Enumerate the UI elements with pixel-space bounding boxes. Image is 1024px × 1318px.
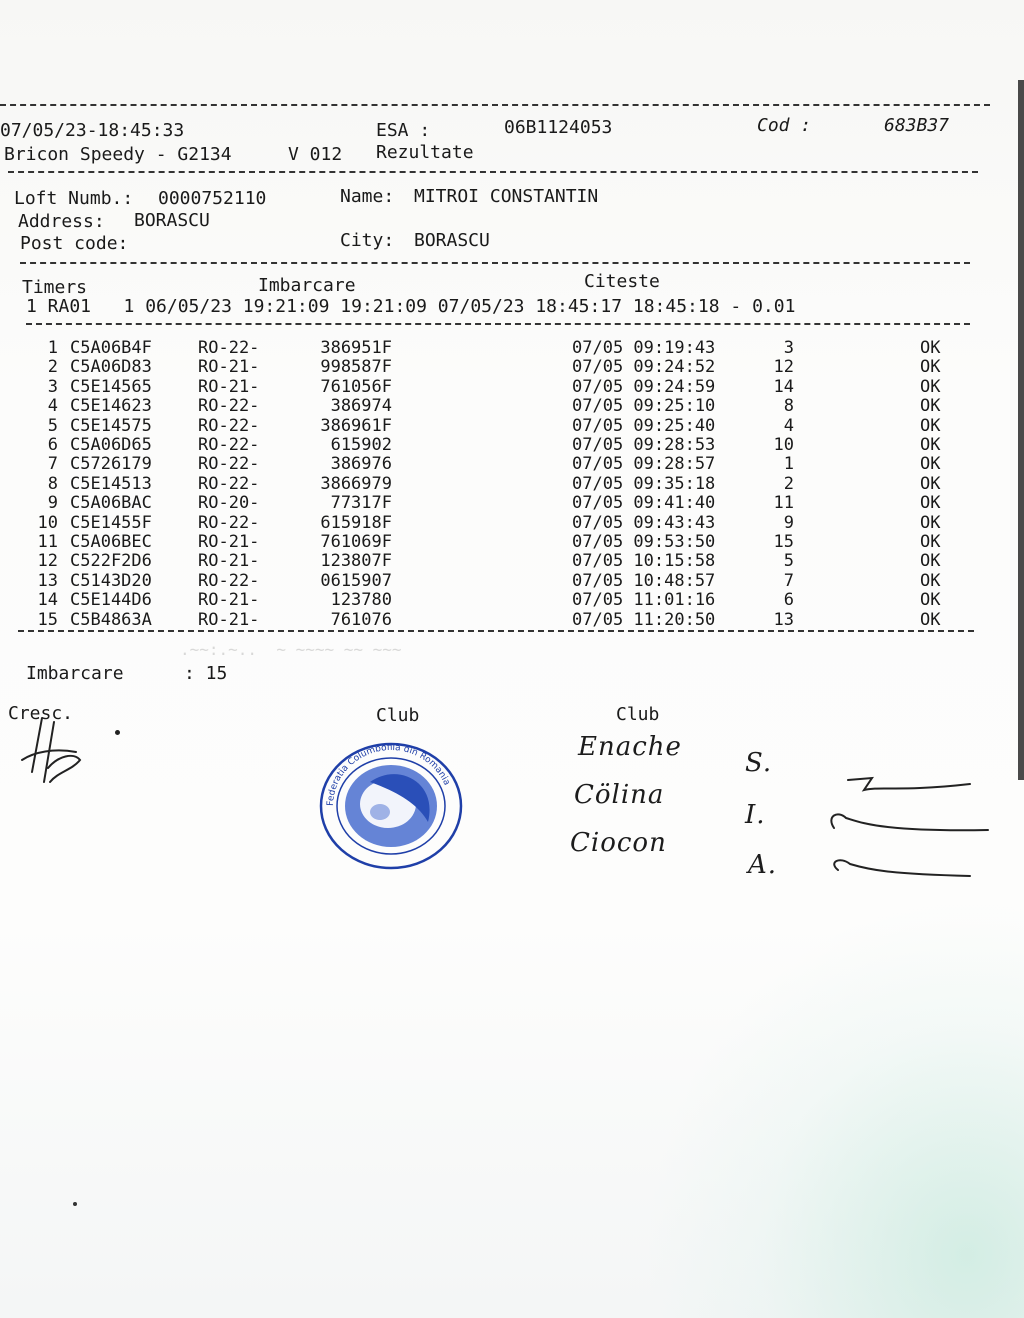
cell-chip: C5E1455F: [70, 512, 152, 533]
signature-name-1: Enache: [578, 732, 682, 762]
table-row: [0, 376, 1024, 399]
cell-series: RO-22-: [198, 396, 260, 417]
cell-time: 07/05 09:19:43: [572, 338, 716, 358]
cell-time: 07/05 10:15:58: [572, 551, 716, 572]
cell-chip: C5E14513: [70, 473, 152, 494]
cell-series: RO-20-: [198, 493, 260, 514]
cell-place: 10: [773, 435, 794, 455]
signature-initial-3: A.: [748, 850, 778, 880]
cell-ring: 386974: [330, 396, 392, 417]
city-label: City:: [340, 230, 395, 251]
cell-n: 15: [37, 609, 58, 630]
cell-n: 1: [47, 338, 58, 358]
table-row: [0, 512, 1024, 535]
signature-name-2: Cölina: [574, 780, 665, 810]
cell-place: 6: [783, 590, 794, 611]
cell-place: 7: [783, 570, 794, 591]
cell-time: 07/05 09:25:10: [572, 396, 716, 417]
cell-ring: 123780: [330, 590, 392, 611]
imbarcare-header: Imbarcare: [258, 275, 356, 296]
cell-time: 07/05 09:35:18: [572, 473, 716, 494]
loft-number-value: 0000752110: [158, 188, 267, 209]
cell-chip: C5A06D83: [70, 357, 152, 378]
cell-series: RO-22-: [198, 473, 260, 494]
loft-number-label: Loft Numb.:: [14, 188, 134, 209]
cell-series: RO-21-: [198, 357, 260, 378]
cell-status: OK: [920, 532, 941, 552]
cell-n: 5: [47, 415, 58, 436]
club-label-2: Club: [616, 704, 660, 725]
cell-series: RO-21-: [198, 609, 260, 630]
cell-status: OK: [920, 512, 941, 533]
cell-status: OK: [920, 454, 941, 475]
svg-text:Federatia Columbofila din Roma: Federatia Columbofila din Romania: [325, 742, 452, 807]
cell-place: 8: [783, 396, 794, 417]
cell-chip: C5A06BAC: [70, 493, 152, 514]
cell-n: 8: [47, 473, 58, 494]
table-row: [0, 359, 1024, 379]
cell-n: 6: [47, 435, 58, 455]
ink-dot: [115, 730, 120, 735]
name-label: Name:: [340, 186, 395, 207]
cell-n: 3: [47, 376, 58, 397]
cell-status: OK: [920, 609, 941, 630]
imbarcare-footer-label: Imbarcare: [26, 663, 124, 684]
cell-chip: C5E144D6: [70, 590, 152, 611]
table-row: [0, 592, 1024, 612]
esa-label: ESA :: [376, 120, 431, 141]
cell-place: 11: [773, 493, 794, 514]
cell-series: RO-21-: [198, 376, 260, 397]
cell-series: RO-22-: [198, 570, 260, 591]
postcode-label: Post code:: [20, 233, 129, 254]
cell-series: RO-21-: [198, 551, 260, 572]
cell-time: 07/05 10:48:57: [572, 570, 716, 591]
divider-header: [8, 171, 978, 173]
cell-place: 14: [773, 376, 794, 397]
cell-ring: 615902: [330, 435, 392, 455]
cell-status: OK: [920, 376, 941, 397]
cell-chip: C5A06BEC: [70, 532, 152, 552]
cell-series: RO-22-: [198, 338, 260, 358]
city-value: BORASCU: [414, 230, 490, 251]
cell-place: 15: [773, 532, 794, 552]
cell-series: RO-22-: [198, 415, 260, 436]
cell-place: 5: [783, 551, 794, 572]
cell-n: 9: [47, 493, 58, 514]
cell-time: 07/05 09:28:57: [572, 454, 716, 475]
breeder-signature: [14, 712, 94, 792]
cell-place: 2: [783, 473, 794, 494]
cell-ring: 386961F: [320, 415, 392, 436]
divider-timers: [26, 323, 970, 325]
cell-time: 07/05 09:24:59: [572, 376, 716, 397]
cell-chip: C5E14575: [70, 415, 152, 436]
table-row: [0, 340, 1024, 360]
cell-chip: C5A06D65: [70, 435, 152, 455]
esa-value: 06B1124053: [504, 117, 613, 138]
table-row: [0, 473, 1024, 496]
cell-ring: 998587F: [320, 357, 392, 378]
citeste-header: Citeste: [584, 271, 660, 292]
cell-n: 14: [37, 590, 58, 611]
divider-loft: [20, 262, 970, 264]
cell-time: 07/05 11:01:16: [572, 590, 716, 611]
cod-value: 683B37: [884, 115, 950, 136]
device-version: V 012: [288, 144, 343, 165]
cell-chip: C5143D20: [70, 570, 152, 591]
name-value: MITROI CONSTANTIN: [414, 186, 599, 207]
cell-n: 11: [37, 532, 58, 552]
cell-place: 13: [773, 609, 794, 630]
ghost-print: .~~:.~.. ~ ~~~~ ~~ ~~~: [180, 640, 402, 659]
cell-n: 10: [37, 512, 58, 533]
cell-place: 12: [773, 357, 794, 378]
table-row: [0, 570, 1024, 593]
paper-tint: [644, 898, 1024, 1318]
cell-time: 07/05 09:41:40: [572, 493, 716, 514]
table-row: [0, 437, 1024, 457]
imbarcare-footer-value: : 15: [184, 663, 228, 684]
table-row: [0, 456, 1024, 476]
cell-ring: 386976: [330, 454, 392, 475]
table-row: [0, 398, 1024, 418]
cell-series: RO-21-: [198, 532, 260, 552]
cell-chip: C5B4863A: [70, 609, 152, 630]
address-label: Address:: [18, 211, 105, 232]
cell-chip: C5A06B4F: [70, 338, 152, 358]
cell-chip: C5E14565: [70, 376, 152, 397]
cell-chip: C5726179: [70, 454, 152, 475]
cell-status: OK: [920, 551, 941, 572]
club-label-1: Club: [376, 705, 420, 726]
cell-series: RO-22-: [198, 435, 260, 455]
cell-series: RO-21-: [198, 590, 260, 611]
table-row: [0, 553, 1024, 573]
cell-ring: 386951F: [320, 338, 392, 358]
signature-strokes: [820, 760, 1000, 890]
cell-series: RO-22-: [198, 512, 260, 533]
cell-status: OK: [920, 435, 941, 455]
table-row: [0, 534, 1024, 554]
cell-ring: 761069F: [320, 532, 392, 552]
cell-status: OK: [920, 493, 941, 514]
cell-series: RO-22-: [198, 454, 260, 475]
cell-n: 4: [47, 396, 58, 417]
signature-name-3: Ciocon: [570, 828, 667, 858]
cresc-label: Cresc.: [8, 703, 74, 724]
cell-status: OK: [920, 570, 941, 591]
ink-dot-lower: [73, 1202, 77, 1206]
divider-top: [0, 104, 990, 106]
club-stamp: [318, 742, 464, 870]
cell-n: 13: [37, 570, 58, 591]
cell-chip: C5E14623: [70, 396, 152, 417]
divider-results: [18, 630, 974, 632]
cell-status: OK: [920, 415, 941, 436]
cell-time: 07/05 09:28:53: [572, 435, 716, 455]
cell-ring: 123807F: [320, 551, 392, 572]
cell-time: 07/05 09:24:52: [572, 357, 716, 378]
cell-n: 2: [47, 357, 58, 378]
cell-ring: 761056F: [320, 376, 392, 397]
address-value: BORASCU: [134, 210, 210, 231]
cell-ring: 77317F: [330, 493, 392, 514]
cell-status: OK: [920, 357, 941, 378]
cell-ring: 615918F: [320, 512, 392, 533]
table-row: [0, 495, 1024, 515]
cell-place: 1: [783, 454, 794, 475]
cell-status: OK: [920, 338, 941, 358]
cell-ring: 0615907: [320, 570, 392, 591]
cell-time: 07/05 11:20:50: [572, 609, 716, 630]
device-name: Bricon Speedy - G2134: [4, 144, 232, 165]
cell-status: OK: [920, 396, 941, 417]
table-row: [0, 415, 1024, 438]
timer-line: 1 RA01 1 06/05/23 19:21:09 19:21:09 07/05/23 18:45:17 18:45:18 - 0.01: [26, 296, 796, 317]
print-datetime: 07/05/23-18:45:33: [0, 120, 185, 141]
timers-label: Timers: [22, 277, 88, 298]
signature-initial-1: S.: [745, 748, 773, 778]
cell-place: 9: [783, 512, 794, 533]
signature-initial-2: I.: [745, 800, 766, 830]
cell-n: 7: [47, 454, 58, 475]
table-row: [0, 609, 1024, 632]
cell-time: 07/05 09:53:50: [572, 532, 716, 552]
cell-place: 4: [783, 415, 794, 436]
cod-label: Cod :: [757, 115, 812, 136]
cell-time: 07/05 09:25:40: [572, 415, 716, 436]
cell-place: 3: [783, 338, 794, 358]
cell-chip: C522F2D6: [70, 551, 152, 572]
cell-ring: 3866979: [320, 473, 392, 494]
cell-n: 12: [37, 551, 58, 572]
cell-time: 07/05 09:43:43: [572, 512, 716, 533]
cell-status: OK: [920, 473, 941, 494]
document-title: Rezultate: [376, 142, 474, 163]
cell-ring: 761076: [330, 609, 392, 630]
cell-status: OK: [920, 590, 941, 611]
